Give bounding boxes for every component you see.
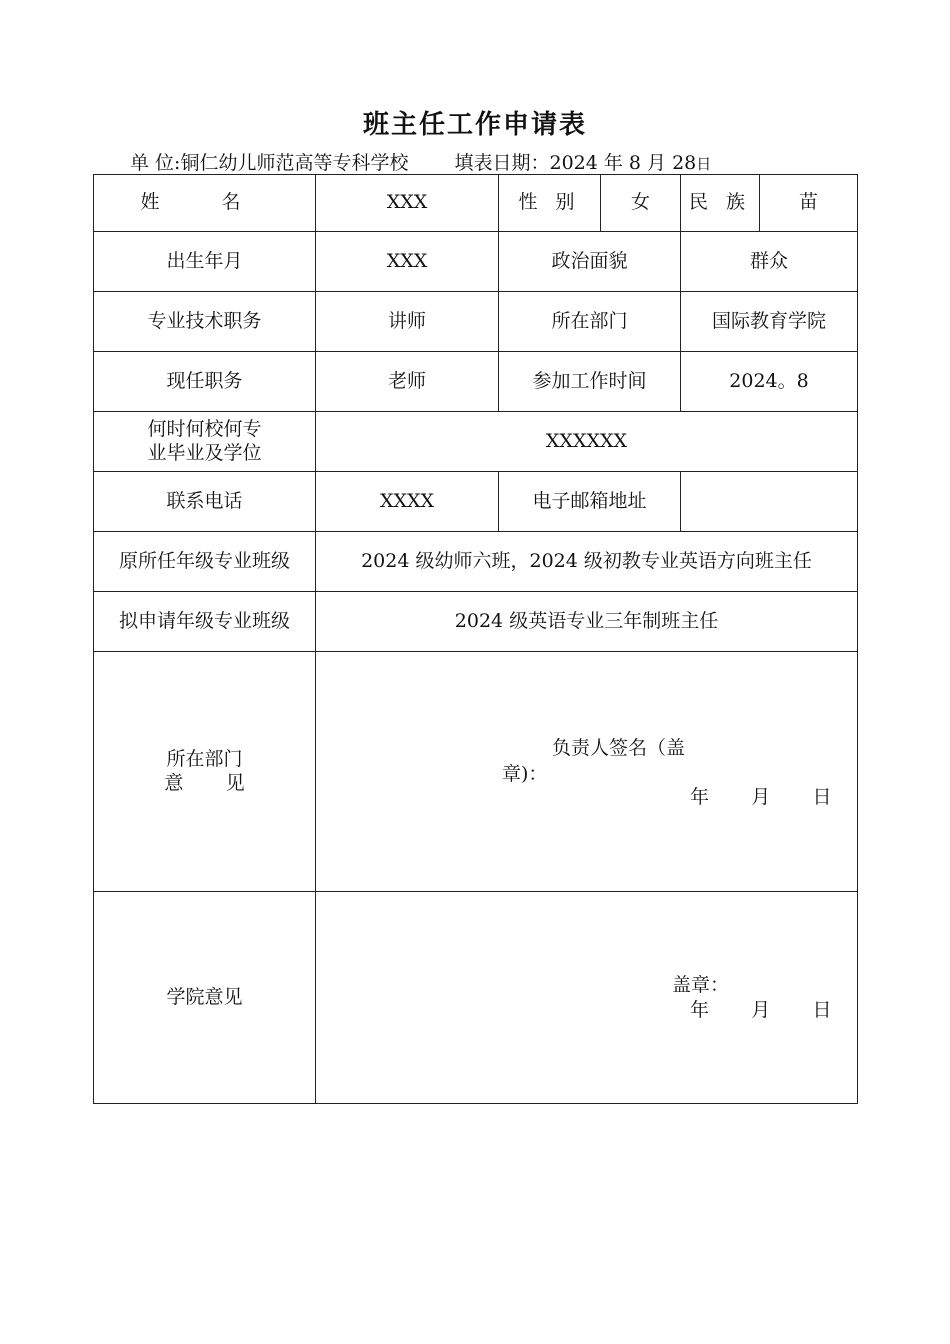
table-row [94,652,858,892]
table-row [94,892,858,1104]
signature-date-placeholder: 年 月 日 [690,786,832,808]
apply-class-value[interactable]: 2024 级英语专业三年制班主任 [316,592,858,652]
stamp-label: 盖章： [672,974,730,996]
ethnic-label: 民 族 [681,175,760,232]
phone-value[interactable]: XXXX [316,472,499,532]
department-value[interactable]: 国际教育学院 [681,292,858,352]
signature-label-line-2: 章)： [502,763,548,785]
gender-value[interactable]: 女 [601,175,681,232]
form-title: 班主任工作申请表 [362,110,587,140]
name-value[interactable]: XXX [316,175,499,232]
work-start-label: 参加工作时间 [499,352,681,412]
position-label: 现任职务 [94,352,316,412]
table-row [94,532,858,592]
position-value[interactable]: 老师 [316,352,499,412]
birth-value[interactable]: XXX [316,232,499,292]
email-value[interactable] [681,472,858,532]
graduation-label-line-1: 何时何校何专 [147,417,262,440]
fill-date-value: 2024 年 8 月 28 [549,152,697,174]
tech-title-label: 专业技术职务 [94,292,316,352]
unit-label: 单 位: [130,152,181,174]
college-date-placeholder: 年 月 日 [690,999,832,1021]
department-opinion-label-line-2: 意 见 [164,771,245,794]
gender-label: 性 别 [499,175,601,232]
political-label: 政治面貌 [499,232,681,292]
graduation-value[interactable]: XXXXXX [316,412,858,472]
graduation-label-line-2: 业毕业及学位 [147,441,262,464]
department-opinion-label-line-1: 所在部门 [166,747,243,770]
table-row [94,592,858,652]
table-row [94,232,858,292]
signature-label-line-1: 负责人签名（盖 [552,737,686,759]
department-label: 所在部门 [499,292,681,352]
work-start-value[interactable]: 2024。8 [681,352,858,412]
political-value[interactable]: 群众 [681,232,858,292]
original-class-value[interactable]: 2024 级幼师六班，2024 级初教专业英语方向班主任 [316,532,858,592]
table-row [94,352,858,412]
tech-title-value[interactable]: 讲师 [316,292,499,352]
original-class-label: 原所任年级专业班级 [94,532,316,592]
table-row [94,175,858,232]
graduation-label [94,412,316,472]
college-opinion-field[interactable] [316,892,858,1104]
table-row [94,292,858,352]
birth-label: 出生年月 [94,232,316,292]
department-opinion-field[interactable] [316,652,858,892]
table-row [94,472,858,532]
header-info-line [130,148,711,175]
ethnic-value[interactable]: 苗 [760,175,858,232]
college-opinion-label: 学院意见 [94,892,316,1104]
apply-class-label: 拟申请年级专业班级 [94,592,316,652]
email-label: 电子邮箱地址 [499,472,681,532]
fill-date-label: 填表日期： [454,152,550,174]
unit-value: 铜仁幼儿师范高等专科学校 [180,152,409,174]
application-form-table [93,174,858,1104]
name-label: 姓 名 [94,175,316,232]
table-row [94,412,858,472]
department-opinion-label [94,652,316,892]
phone-label: 联系电话 [94,472,316,532]
fill-date-day-suffix: 日 [696,155,712,173]
